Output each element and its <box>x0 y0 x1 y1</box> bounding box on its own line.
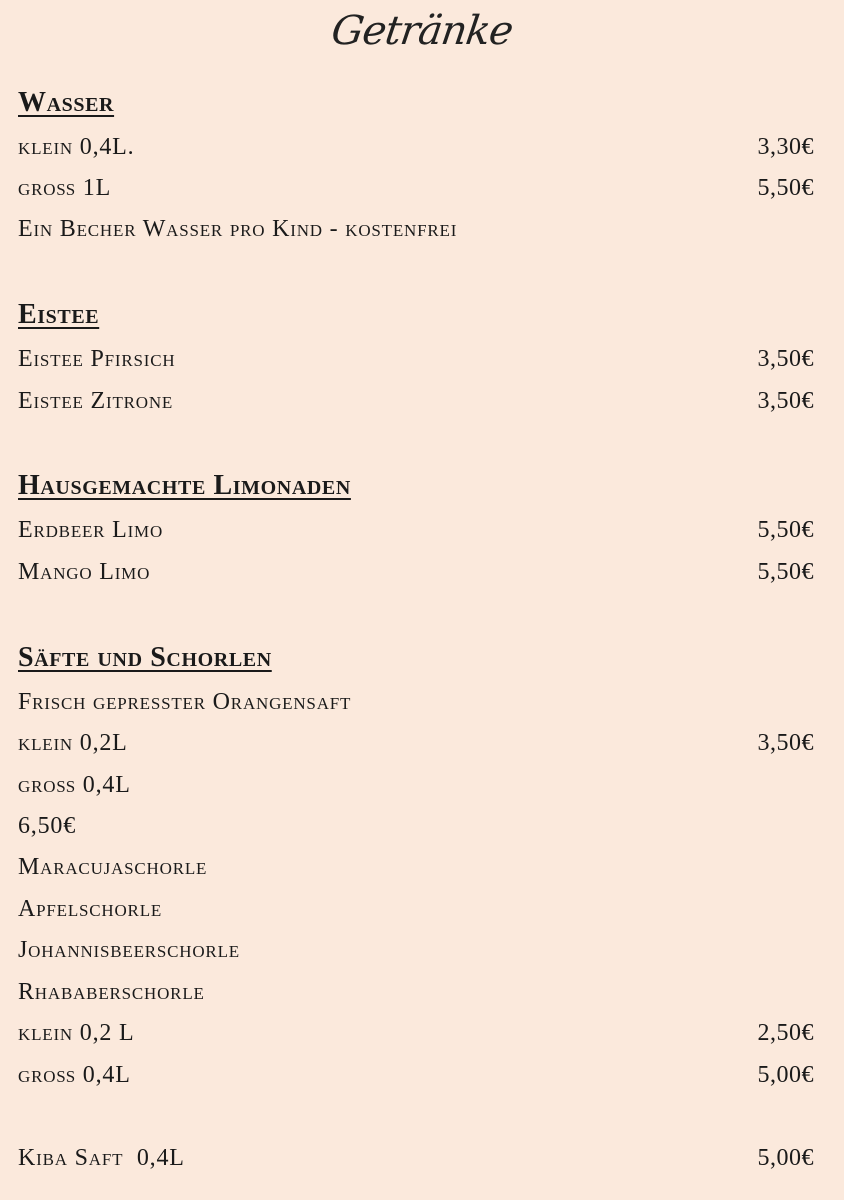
item-price: 5,50€ <box>757 174 814 201</box>
menu-title: Getränke <box>328 8 516 54</box>
item-name: Ein Becher Wasser pro Kind - kostenfrei <box>18 215 458 242</box>
menu-item <box>18 975 814 1009</box>
menu-item <box>18 768 814 802</box>
menu-item <box>18 130 814 164</box>
item-name: groß 0,4L <box>18 771 131 798</box>
item-name: Rhababerschorle <box>18 978 205 1005</box>
item-name: Apfelschorle <box>18 895 163 922</box>
item-name: klein 0,4L. <box>18 133 135 160</box>
item-name: Maracujaschorle <box>18 853 208 880</box>
item-price: 3,50€ <box>757 345 814 372</box>
item-name: Erdbeer Limo <box>18 516 164 543</box>
item-name: klein 0,2L <box>18 729 128 756</box>
item-name: groß 0,4L <box>18 1061 131 1088</box>
item-name: Johannisbeerschorle <box>18 936 240 963</box>
menu-item <box>18 555 814 589</box>
menu-item <box>18 342 814 376</box>
section-heading-wasser: Wasser <box>18 87 115 118</box>
item-price: 5,50€ <box>757 516 814 543</box>
menu-item <box>18 384 814 418</box>
item-name: Frisch gepresster Orangensaft <box>18 688 352 715</box>
menu-item <box>18 1058 814 1092</box>
item-name: groß 1L <box>18 174 112 201</box>
menu-item <box>18 1141 814 1175</box>
item-name: Mango Limo <box>18 558 151 585</box>
item-price: 3,50€ <box>757 729 814 756</box>
item-name: 6,50€ <box>18 812 76 839</box>
section-heading-eistee: Eistee <box>18 299 100 330</box>
menu-item <box>18 513 814 547</box>
item-name: Kiba Saft 0,4L <box>18 1144 185 1171</box>
menu-item <box>18 726 814 760</box>
item-price: 5,00€ <box>757 1144 814 1171</box>
menu-item <box>18 171 814 205</box>
menu-item <box>18 1016 814 1050</box>
menu-item <box>18 685 814 719</box>
item-price: 5,50€ <box>757 558 814 585</box>
menu-item <box>18 212 814 246</box>
item-name: klein 0,2 L <box>18 1019 135 1046</box>
item-name: Eistee Pfirsich <box>18 345 176 372</box>
item-name: Eistee Zitrone <box>18 387 174 414</box>
section-heading-limonaden: Hausgemachte Limonaden <box>18 470 351 501</box>
item-price: 2,50€ <box>757 1019 814 1046</box>
item-price: 5,00€ <box>757 1061 814 1088</box>
item-price: 3,50€ <box>757 387 814 414</box>
item-price: 3,30€ <box>757 133 814 160</box>
section-heading-saefte: Säfte und Schorlen <box>18 642 272 673</box>
menu-item <box>18 892 814 926</box>
menu-item <box>18 850 814 884</box>
menu-item <box>18 933 814 967</box>
menu-item <box>18 809 814 843</box>
